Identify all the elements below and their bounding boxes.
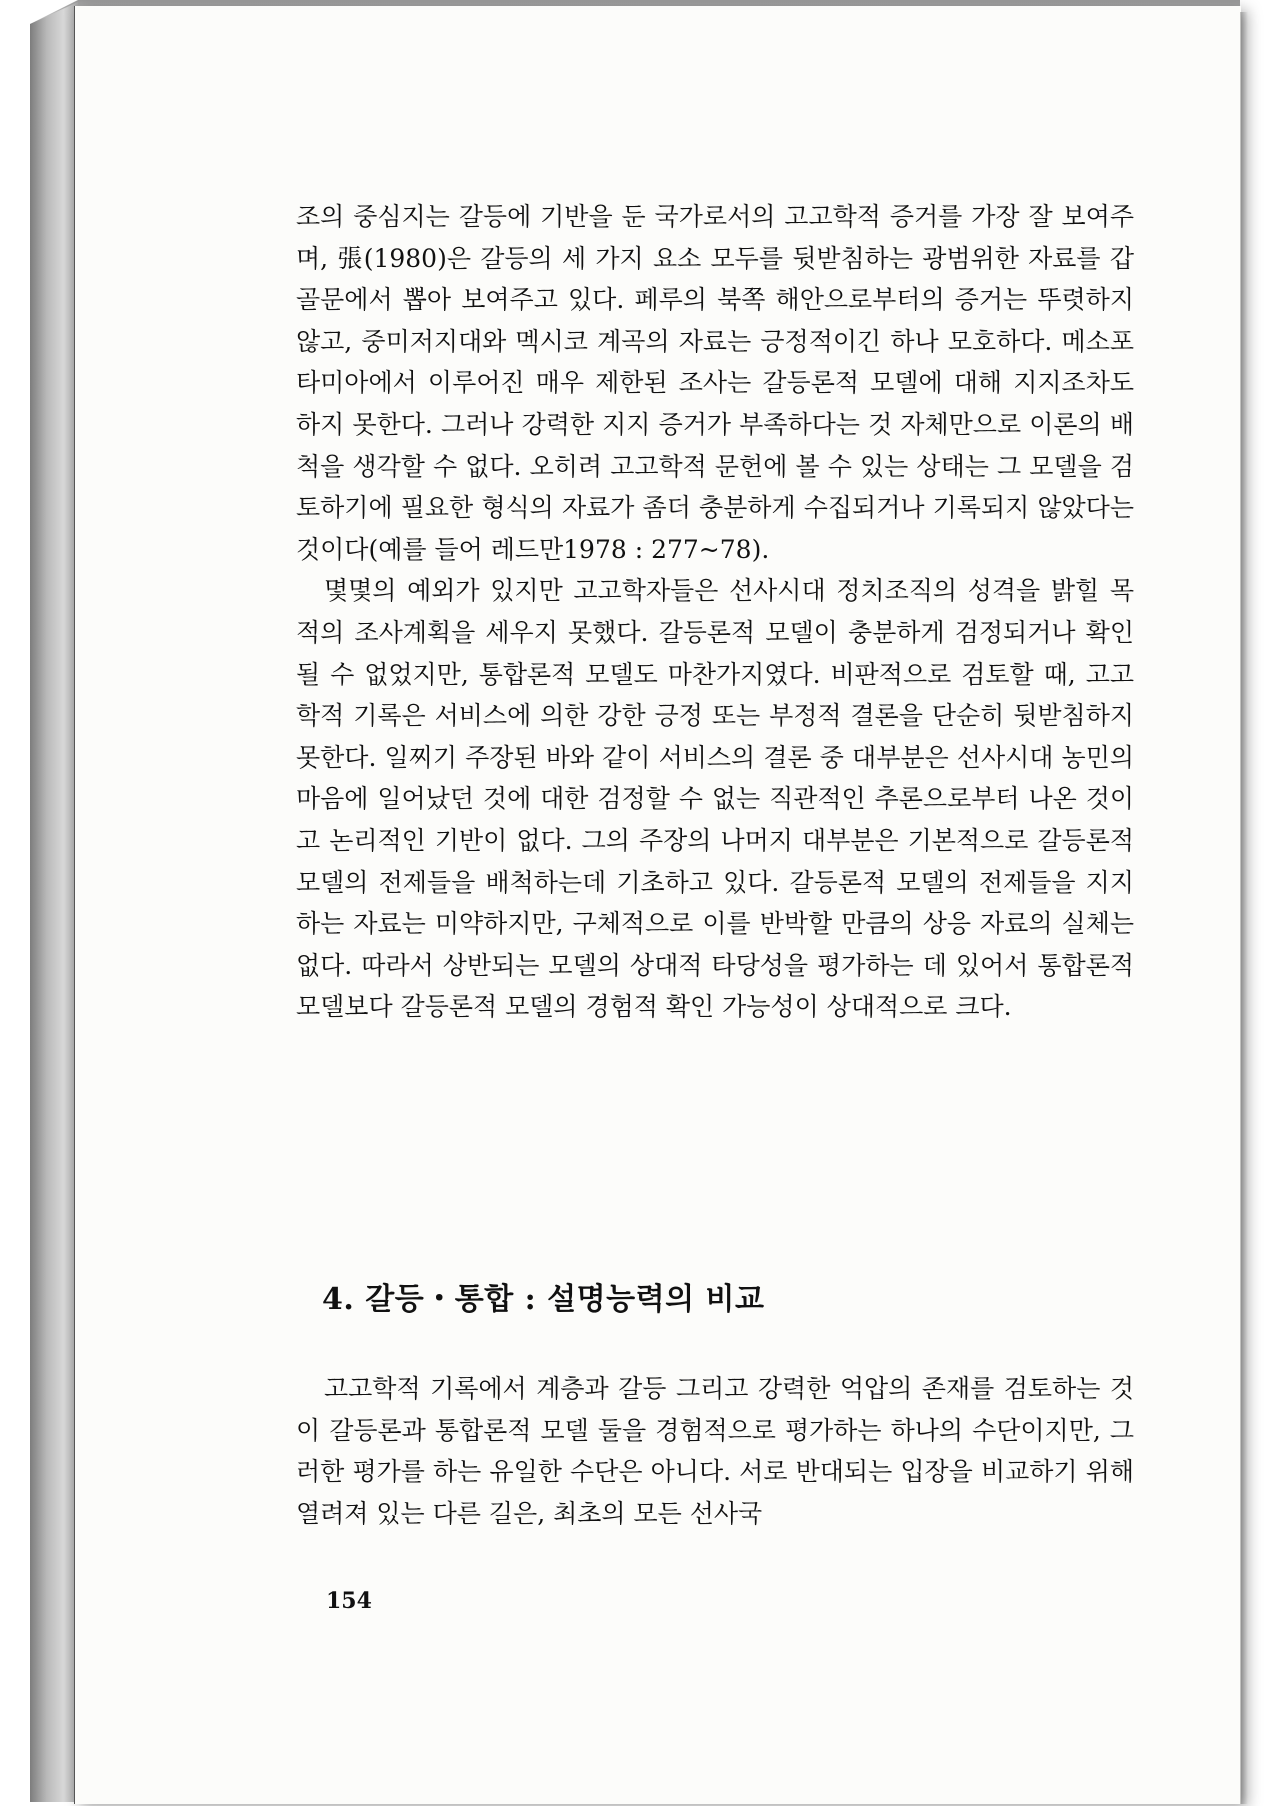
paragraph: 고고학적 기록에서 계층과 갈등 그리고 강력한 억압의 존재를 검토하는 것이 갈등론과 통합론적 모델 둘을 경험적으로 평가하는 하나의 수단이지만, 그러한 평가를 하는 유일한 수단은 아니다. 서로 반대되는 입장을 비교하기 위해 열려져 있는 다른 길은, 최초의 모든 선사국: [296, 1374, 1134, 1528]
page-number: 154: [326, 1588, 372, 1614]
section-heading: 4. 갈등・통합 : 설명능력의 비교: [322, 1282, 765, 1317]
paragraph: 조의 중심지는 갈등에 기반을 둔 국가로서의 고고학적 증거를 가장 잘 보여주며, 張(1980)은 갈등의 세 가지 요소 모두를 뒷받침하는 광범위한 자료를 갑골문에서 뽑아 보여주고 있다. 페루의 북쪽 해안으로부터의 증거는 뚜렷하지 않고, 중미저지대와 멕시코 계곡의 자료는 긍정적이긴 하나 모호하다. 메소포타미아에서 이루어진 매우 제한된 조사는 갈등론적 모델에 대해 지지조차도 하지 못한다. 그러나 강력한 지지 증거가 부족하다는 것 자체만으로 이론의 배척을 생각할 수 없다. 오히려 고고학적 문헌에 볼 수 있는 상태는 그 모델을 검토하기에 필요한 형식의 자료가 좀더 충분하게 수집되거나 기록되지 않았다는 것이다(예를 들어 레드만1978 : 277~78).: [296, 202, 1134, 564]
body-text-lower: [296, 1368, 1134, 1534]
paragraph: 몇몇의 예외가 있지만 고고학자들은 선사시대 정치조직의 성격을 밝힐 목적의 조사계획을 세우지 못했다. 갈등론적 모델이 충분하게 검정되거나 확인될 수 없었지만, 통합론적 모델도 마찬가지였다. 비판적으로 검토할 때, 고고학적 기록은 서비스에 의한 강한 긍정 또는 부정적 결론을 단순히 뒷받침하지 못한다. 일찌기 주장된 바와 같이 서비스의 결론 중 대부분은 선사시대 농민의 마음에 일어났던 것에 대한 검정할 수 없는 직관적인 추론으로부터 나온 것이고 논리적인 기반이 없다. 그의 주장의 나머지 대부분은 기본적으로 갈등론적 모델의 전제들을 배척하는데 기초하고 있다. 갈등론적 모델의 전제들을 지지하는 자료는 미약하지만, 구체적으로 이를 반박할 만큼의 상응 자료의 실체는 없다. 따라서 상반되는 모델의 상대적 타당성을 평가하는 데 있어서 통합론적 모델보다 갈등론적 모델의 경험적 확인 가능성이 상대적으로 크다.: [296, 576, 1134, 1022]
book-spine: [30, 2, 78, 1802]
body-text-upper: [296, 196, 1134, 1028]
page-edge-shadow: [1240, 12, 1248, 1804]
